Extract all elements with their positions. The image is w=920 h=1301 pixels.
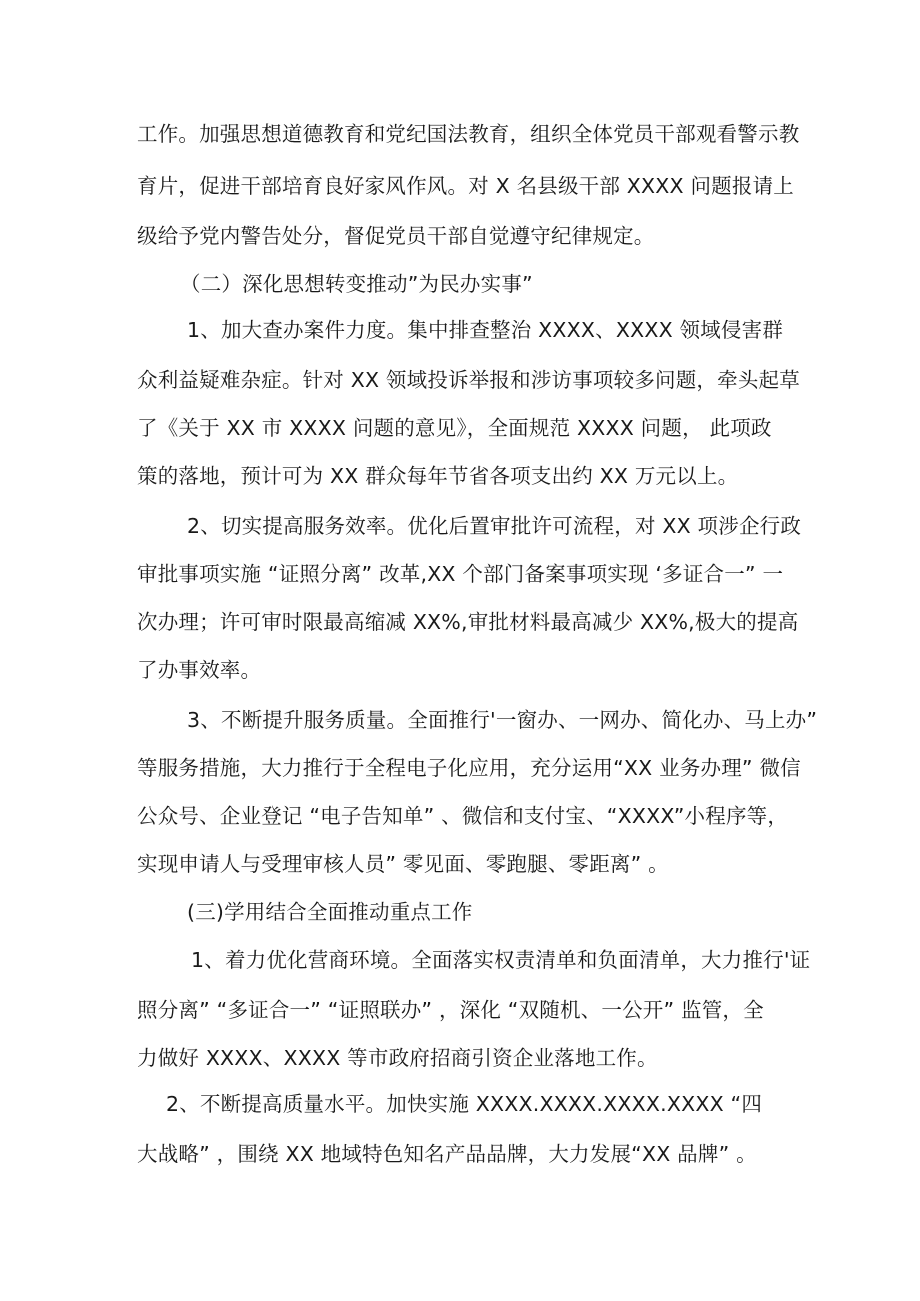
- text-line: 审批事项实施 “证照分离” 改革,XX 个部门备案事项实现 ‘多证合一” 一: [137, 562, 784, 586]
- text-line: 2、不断提高质量水平。加快实施 XXXX.XXXX.XXXX.XXXX “四: [166, 1092, 763, 1116]
- text-line: 大战略” ，围绕 XX 地域特色知名产品品牌，大力发展“XX 品牌” 。: [137, 1142, 757, 1166]
- text-line: 3、不断提升服务质量。全面推行'一窗办、一网办、简化办、马上办”: [187, 708, 818, 732]
- text-line: 了《关于 XX 市 XXXX 问题的意见》，全面规范 XXXX 问题， 此项政: [137, 416, 772, 440]
- text-line: 次办理；许可审时限最高缩减 XX%,审批材料最高减少 XX%,极大的提高: [137, 610, 799, 634]
- text-line: 级给予党内警告处分，督促党员干部自觉遵守纪律规定。: [137, 224, 655, 248]
- section-heading: （二）深化思想转变推动”为民办实事”: [180, 272, 533, 296]
- text-line: 1、着力优化营商环境。全面落实权责清单和负面清单，大力推行'证: [191, 948, 811, 972]
- text-line: 公众号、企业登记 “电子告知单” 、微信和支付宝、“XXXX”小程序等，: [137, 804, 789, 828]
- text-line: 育片，促进干部培育良好家风作风。对 X 名县级干部 XXXX 问题报请上: [137, 174, 794, 198]
- text-line: 工作。加强思想道德教育和党纪国法教育，组织全体党员干部观看警示教: [137, 122, 800, 146]
- text-line: 实现申请人与受理审核人员” 零见面、零跑腿、零距离” 。: [137, 852, 669, 876]
- text-line: 1、加大查办案件力度。集中排查整治 XXXX、XXXX 领域侵害群: [187, 318, 784, 342]
- text-line: 等服务措施，大力推行于全程电子化应用，充分运用“XX 业务办理” 微信: [137, 756, 801, 780]
- text-line: 力做好 XXXX、XXXX 等市政府招商引资企业落地工作。: [137, 1046, 658, 1070]
- text-line: 了办事效率。: [137, 658, 262, 682]
- text-line: 2、切实提高服务效率。优化后置审批许可流程，对 XX 项涉企行政: [187, 514, 802, 538]
- text-line: 策的落地，预计可为 XX 群众每年节省各项支出约 XX 万元以上。: [137, 464, 739, 488]
- text-line: 众利益疑难杂症。针对 XX 领域投诉举报和涉访事项较多问题，牵头起草: [137, 368, 800, 392]
- section-heading: (三)学用结合全面推动重点工作: [187, 900, 473, 924]
- text-line: 照分离” “多证合一” “证照联办” ，深化 “双随机、一公开” 监管，全: [137, 998, 764, 1022]
